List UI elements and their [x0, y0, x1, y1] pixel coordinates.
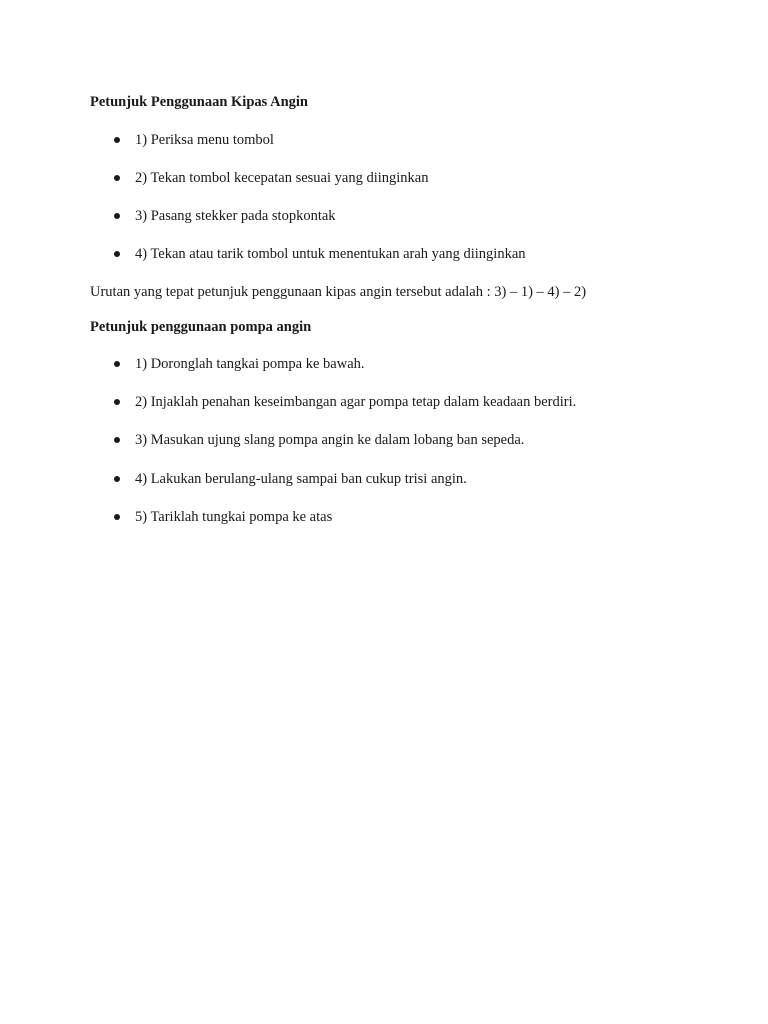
bullet-icon — [114, 399, 120, 405]
list-item-text: 2) Injaklah penahan keseimbangan agar pompa tetap dalam keadaan berdiri. — [135, 394, 577, 410]
list-item-text: 4) Lakukan berulang-ulang sampai ban cukup trisi angin. — [135, 471, 467, 487]
answer-paragraph: Urutan yang tepat petunjuk penggunaan kipas angin tersebut adalah : 3) – 1) – 4) – 2) — [90, 284, 587, 300]
section-title-kipas-angin: Petunjuk Penggunaan Kipas Angin — [90, 94, 308, 110]
list-item-text: 1) Doronglah tangkai pompa ke bawah. — [135, 356, 365, 372]
list-item-text: 1) Periksa menu tombol — [135, 132, 274, 148]
bullet-icon — [114, 251, 120, 257]
bullet-icon — [114, 476, 120, 482]
list-item-text: 3) Masukan ujung slang pompa angin ke dalam lobang ban sepeda. — [135, 432, 525, 448]
bullet-icon — [114, 514, 120, 520]
section-title-pompa-angin: Petunjuk penggunaan pompa angin — [90, 319, 312, 335]
bullet-icon — [114, 361, 120, 367]
bullet-icon — [114, 137, 120, 143]
list-item-text: 4) Tekan atau tarik tombol untuk menentukan arah yang diinginkan — [135, 246, 526, 262]
list-item-text: 5) Tariklah tungkai pompa ke atas — [135, 509, 333, 525]
list-item-text: 3) Pasang stekker pada stopkontak — [135, 208, 336, 224]
list-item-text: 2) Tekan tombol kecepatan sesuai yang diinginkan — [135, 170, 429, 186]
bullet-icon — [114, 437, 120, 443]
bullet-icon — [114, 213, 120, 219]
bullet-icon — [114, 175, 120, 181]
